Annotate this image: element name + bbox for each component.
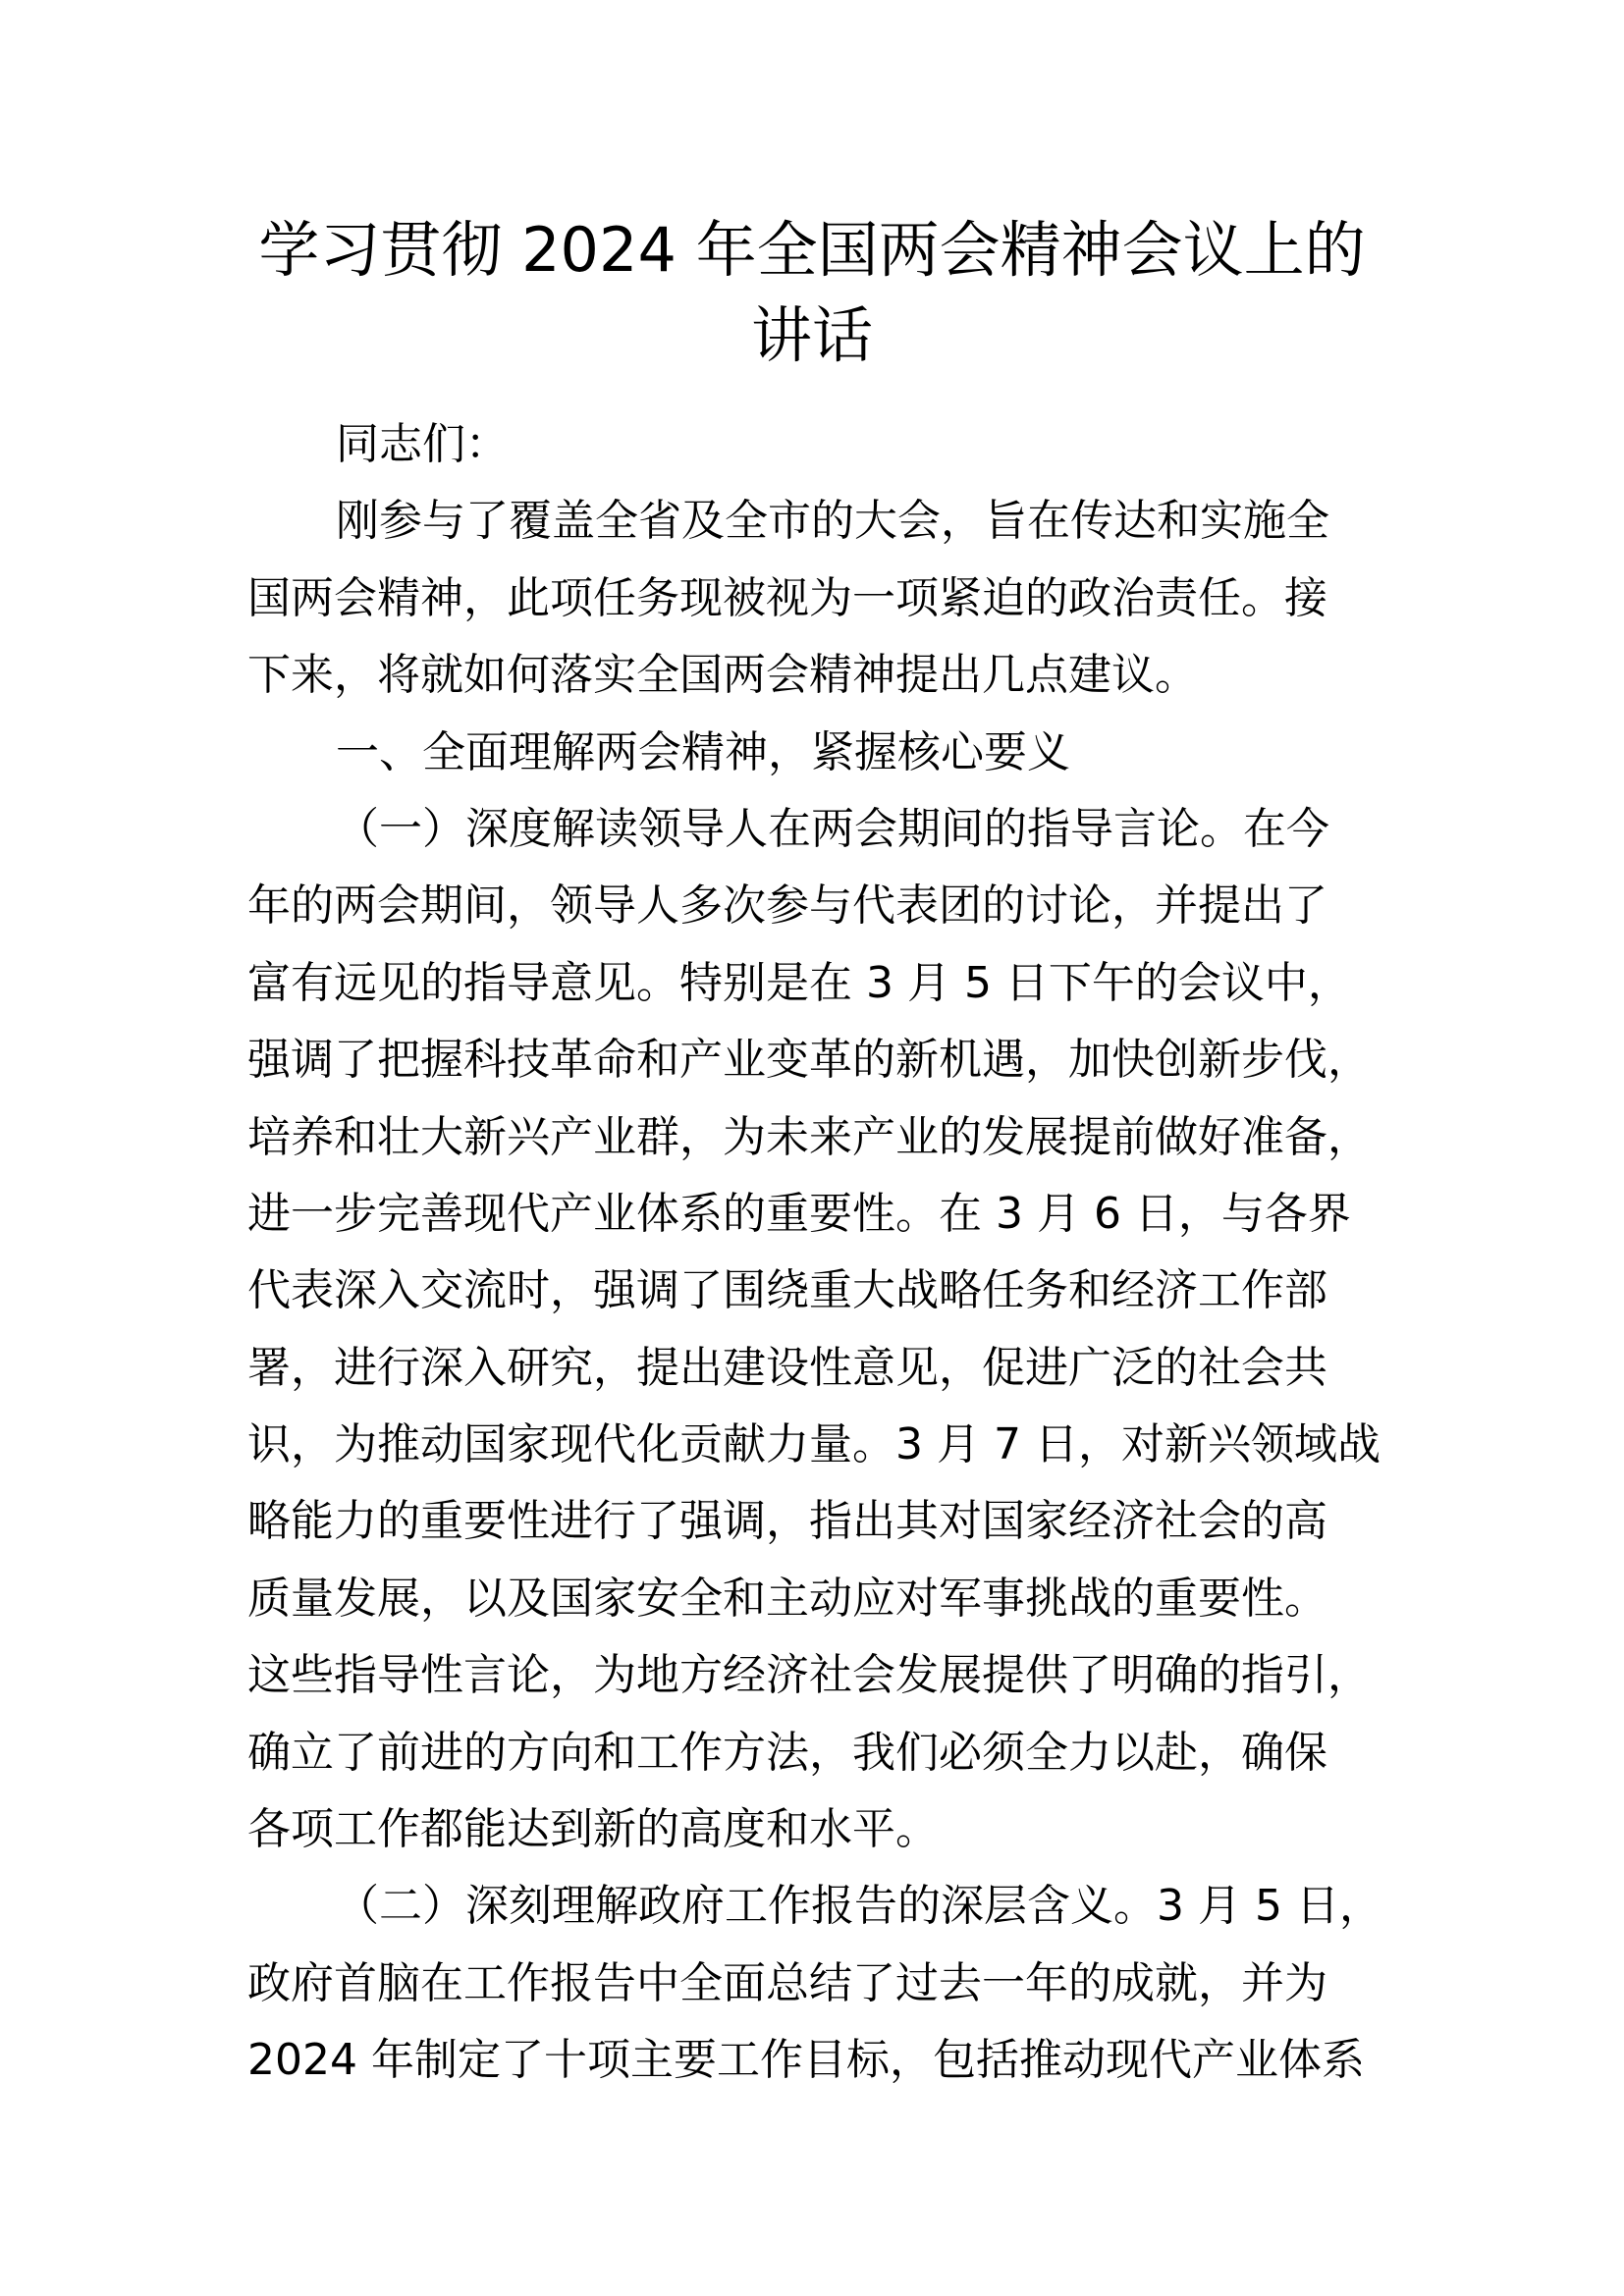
document-title-line-1: 学习贯彻 2024 年全国两会精神会议上的 [258,214,1366,286]
text-line: 2024 年制定了十项主要工作目标，包括推动现代产业体系 [247,2035,1365,2086]
text-line: 培养和壮大新兴产业群，为未来产业的发展提前做好准备， [247,1111,1371,1162]
text-line: 一、全面理解两会精神，紧握核心要义 [336,726,1070,777]
text-line: 各项工作都能达到新的高度和水平。 [247,1804,939,1855]
text-line: 年的两会期间，领导人多次参与代表团的讨论，并提出了 [247,881,1327,932]
text-line: （二）深刻理解政府工作报告的深层含义。3 月 5 日， [336,1881,1382,1932]
text-line: 下来，将就如何落实全国两会精神提出几点建议。 [247,650,1198,701]
text-line: 同志们： [336,419,509,469]
text-line: （一）深度解读领导人在两会期间的指导言论。在今 [336,803,1329,854]
text-line: 进一步完善现代产业体系的重要性。在 3 月 6 日，与各界 [247,1188,1351,1239]
text-line: 署，进行深入研究，提出建设性意见，促进广泛的社会共 [247,1342,1327,1393]
text-line: 强调了把握科技革命和产业变革的新机遇，加快创新步伐， [247,1035,1371,1086]
text-line: 刚参与了覆盖全省及全市的大会，旨在传达和实施全 [336,496,1329,547]
text-line: 富有远见的指导意见。特别是在 3 月 5 日下午的会议中， [247,957,1351,1008]
text-line: 国两会精神，此项任务现被视为一项紧迫的政治责任。接 [247,572,1327,623]
text-line: 确立了前进的方向和工作方法，我们必须全力以赴，确保 [247,1727,1327,1778]
document-body [247,406,1382,2100]
text-line: 略能力的重要性进行了强调，指出其对国家经济社会的高 [247,1496,1327,1547]
document-title-line-2: 讲话 [750,299,873,371]
text-line: 政府首脑在工作报告中全面总结了过去一年的成就，并为 [247,1957,1327,2008]
text-line: 代表深入交流时，强调了围绕重大战略任务和经济工作部 [247,1265,1327,1316]
text-line: 这些指导性言论，为地方经济社会发展提供了明确的指引， [247,1650,1371,1701]
text-line: 识，为推动国家现代化贡献力量。3 月 7 日，对新兴领域战 [247,1419,1380,1470]
text-line: 质量发展，以及国家安全和主动应对军事挑战的重要性。 [247,1573,1327,1624]
